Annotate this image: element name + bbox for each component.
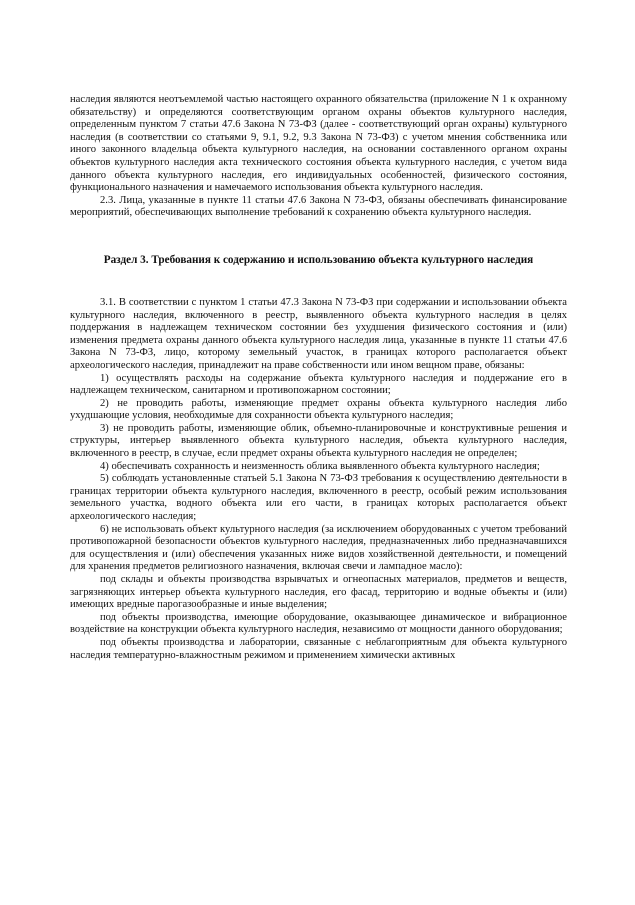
paragraph-3-1: 3.1. В соответствии с пунктом 1 статьи 47.3 Закона N 73-ФЗ при содержании и использовании объекта культурного наследия, включенного в реестр, выявленного объекта культурного наследия в целях поддержания в надлежащем техническом состоянии без ухудшения физического состояния и (или) изменения предмета охраны данного объекта культурного наследия лица, указанные в пункте 11 статьи 47.6 Закона N 73-ФЗ, лицо, которому земельный участок, в границах которого располагается объект археологического наследия, принадлежит на праве собственности или ином вещном праве, обязаны: xyxy=(70,296,567,371)
section-gap xyxy=(70,267,567,297)
list-item-6: 6) не использовать объект культурного наследия (за исключением оборудованных с учетом требований противопожарной безопасности объектов культурного наследия, предназначенных либо предназначавшихся для осуществления и (или) обеспечения указанных ниже видов хозяйственной деятельности, и помещений для хранения предметов религиозного назначения, включая свечи и лампадное масло): xyxy=(70,523,567,573)
sub-item-production: под объекты производства, имеющие оборудование, оказывающее динамическое и вибрационное воздействие на конструкции объекта культурного наследия, независимо от мощности данного оборудования; xyxy=(70,611,567,636)
section-gap xyxy=(70,220,567,254)
list-item-5: 5) соблюдать установленные статьей 5.1 Закона N 73-ФЗ требования к осуществлению деятельности в границах территории объекта культурного наследия, включенного в реестр, особый режим использования земельного участка, водного объекта или его части, в границах которых располагается объект археологического наследия; xyxy=(70,473,567,523)
paragraph-continuation: наследия являются неотъемлемой частью настоящего охранного обязательства (приложение N 1 к охранному обязательству) и определяются соответствующим органом охраны объектов культурного наследия, определенным пунктом 7 статьи 47.6 Закона N 73-ФЗ (далее - соответствующий орган охраны) культурного наследия (в соответствии со статьями 9, 9.1, 9.2, 9.3 Закона N 73-ФЗ) с учетом мнения собственника или иного законного владельца объекта культурного наследия, на основании составленного органом охраны объектов культурного наследия акта технического состояния объекта культурного наследия, с учетом вида данного объекта культурного наследия, его индивидуальных особенностей, физического состояния, функционального назначения и намечаемого использования объекта культурного наследия. xyxy=(70,94,567,194)
sub-item-laboratories: под объекты производства и лаборатории, связанные с неблагоприятным для объекта культурного наследия температурно-влажностным режимом и применением химически активных xyxy=(70,636,567,661)
list-item-2: 2) не проводить работы, изменяющие предмет охраны объекта культурного наследия либо ухудшающие условия, необходимые для сохранности объекта культурного наследия; xyxy=(70,397,567,422)
section-heading: Раздел 3. Требования к содержанию и использованию объекта культурного наследия xyxy=(103,253,534,266)
paragraph-2-3: 2.3. Лица, указанные в пункте 11 статьи 47.6 Закона N 73-ФЗ, обязаны обеспечивать финансирование мероприятий, обеспечивающих выполнение требований к сохранению объекта культурного наследия. xyxy=(70,194,567,219)
list-item-3: 3) не проводить работы, изменяющие облик, объемно-планировочные и конструктивные решения и структуры, интерьер выявленного объекта культурного наследия, объекта культурного наследия, включенного в реестр, в случае, если предмет охраны объекта культурного наследия не определен; xyxy=(70,422,567,460)
sub-item-warehouses: под склады и объекты производства взрывчатых и огнеопасных материалов, предметов и веществ, загрязняющих интерьер объекта культурного наследия, его фасад, территорию и водные объекты и (или) имеющих вредные парогазообразные и иные выделения; xyxy=(70,574,567,611)
list-item-4: 4) обеспечивать сохранность и неизменность облика выявленного объекта культурного наследия; xyxy=(100,460,540,472)
list-item-1: 1) осуществлять расходы на содержание объекта культурного наследия и поддержание его в надлежащем техническом, санитарном и противопожарном состоянии; xyxy=(70,372,567,397)
